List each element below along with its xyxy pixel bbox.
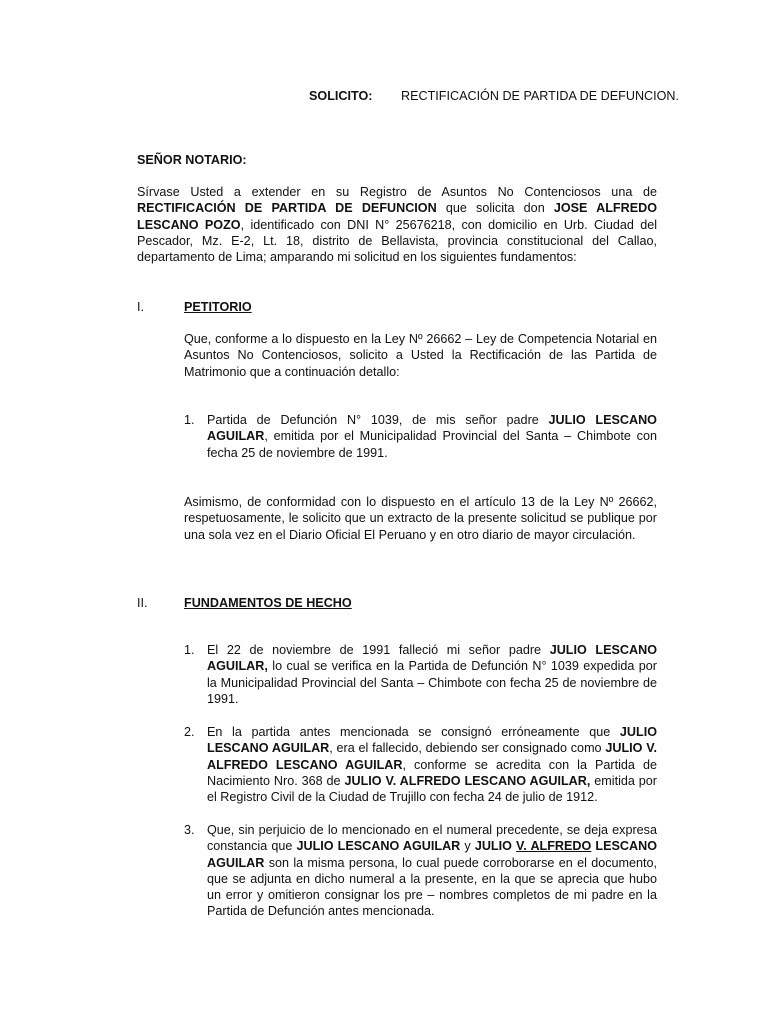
intro-paragraph: Sírvase Usted a extender en su Registro de Asuntos No Contenciosos una de RECTIFICACIÓN DE PARTIDA DE DEFUNCION que solicita don JOSE ALFREDO LESCANO POZO, identificado con DNI N° 25676218, con domicilio en Urb. Ciudad del Pescador, Mz. E-2, Lt. 18, distrito de Bellavista, provincia constitucional del Callao, departamento de Lima; amparando mi solicitud en los siguientes fundamentos: [137, 185, 658, 265]
item-text: Que, sin perjuicio de lo mencionado en el numeral precedente, se deja expresa constancia que JULIO LESCANO AGUILAR y JULIO V. ALFREDO LESCANO AGUILAR son la misma persona, lo cual puede corroborarse en el documento, que se adjunta en dicho numeral a la presente, en la que se aprecia que hubo un error y omitieron consignar los pre – nombres completos de mi padre en la Partida de Defunción antes mencionada. [207, 823, 658, 919]
petition-item [184, 412, 657, 461]
item-number: 1. [184, 413, 195, 427]
greeting: SEÑOR NOTARIO: [137, 153, 247, 167]
item-text: El 22 de noviembre de 1991 falleció mi señor padre JULIO LESCANO AGUILAR, lo cual se verifica en la Partida de Defunción N° 1039 expedida por la Municipalidad Provincial del Santa – Chimbote con fecha 25 de noviembre de 1991. [207, 643, 657, 706]
fact-item-2 [184, 724, 657, 805]
section-2-number: II. [137, 596, 148, 610]
publication-paragraph: Asimismo, de conformidad con lo dispuesto en el artículo 13 de la Ley Nº 26662, respetuosamente, le solicito que un extracto de la presente solicitud se publique por una sola vez en el Diario Oficial El Peruano y en otro diario de mayor circulación. [184, 495, 657, 542]
section-2-title: FUNDAMENTOS DE HECHO [184, 596, 352, 610]
request-label: SOLICITO: [309, 89, 373, 103]
item-text: Partida de Defunción N° 1039, de mis señor padre JULIO LESCANO AGUILAR, emitida por el Municipalidad Provincial del Santa – Chimbote con fecha 25 de noviembre de 1991. [207, 413, 657, 460]
fact-item-1 [184, 642, 657, 707]
item-text: En la partida antes mencionada se consignó erróneamente que JULIO LESCANO AGUILAR, era el fallecido, debiendo ser consignado como JULIO V. ALFREDO LESCANO AGUILAR, conforme se acredita con la Partida de Nacimiento Nro. 368 de JULIO V. ALFREDO LESCANO AGUILAR, emitida por el Registro Civil de la Ciudad de Trujillo con fecha 24 de julio de 1912. [207, 725, 657, 805]
item-number: 1. [184, 643, 195, 657]
petition-paragraph: Que, conforme a lo dispuesto en la Ley Nº 26662 – Ley de Competencia Notarial en Asuntos No Contenciosos, solicito a Usted la Rectificación de las Partida de Matrimonio que a continuación detallo: [184, 332, 657, 379]
section-1-number: I. [137, 300, 144, 314]
section-1-title: PETITORIO [184, 300, 252, 314]
item-number: 2. [184, 725, 195, 739]
request-subject: RECTIFICACIÓN DE PARTIDA DE DEFUNCION. [401, 89, 680, 103]
item-number: 3. [184, 823, 195, 837]
fact-item-3 [184, 822, 657, 920]
